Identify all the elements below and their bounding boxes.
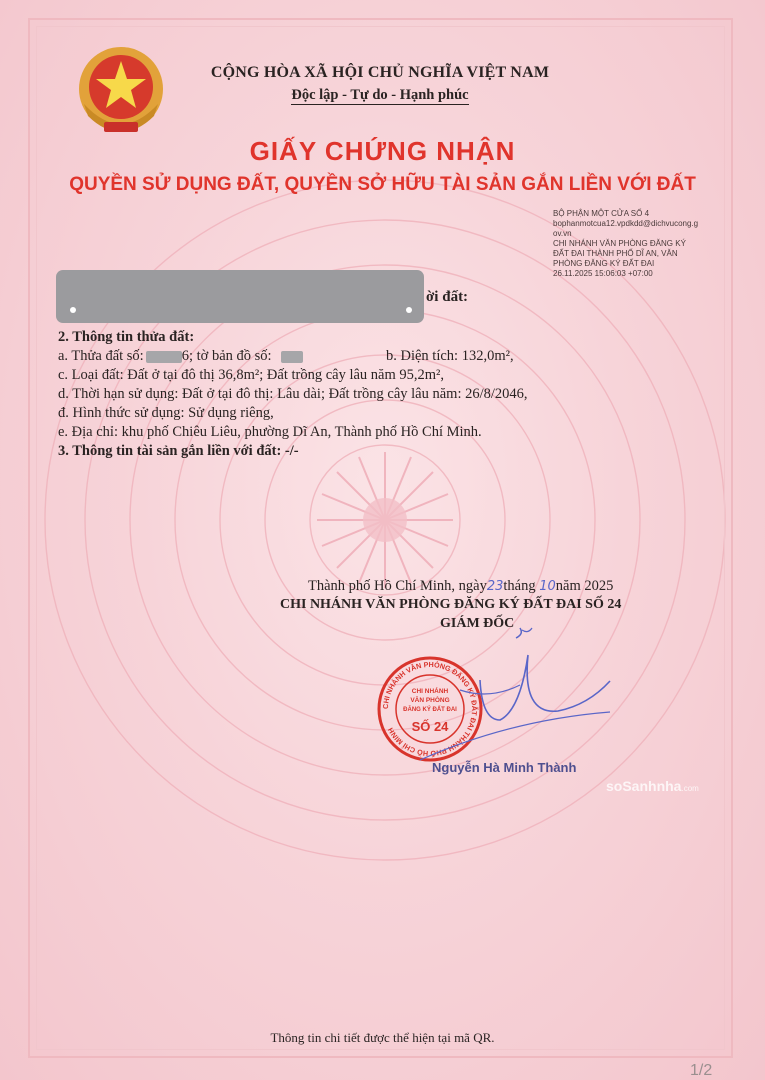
- qr-note: Thông tin chi tiết được thể hiện tại mã QR.: [270, 1030, 495, 1045]
- site-watermark: soSanhnha.com: [606, 778, 699, 794]
- parcel-line-c: c. Loại đất: Đất ở tại đô thị 36,8m²; Đất trồng cây lâu năm 95,2m²,: [58, 367, 445, 383]
- document-title: GIẤY CHỨNG NHẬN: [249, 136, 516, 166]
- issuing-office: CHI NHÁNH VĂN PHÒNG ĐĂNG KÝ ĐẤT ĐAI SỐ 24: [280, 597, 622, 612]
- signing-date: Thành phố Hồ Chí Minh, ngày23tháng 10năm 2025: [308, 578, 614, 594]
- redacted-parcel-number: [146, 351, 182, 363]
- svg-text:ĐĂNG KÝ ĐẤT ĐAI: ĐĂNG KÝ ĐẤT ĐAI: [403, 707, 457, 713]
- redacted-map-number: [281, 351, 303, 363]
- parcel-line-d: d. Thời hạn sử dụng: Đất ở tại đô thị: Lâu dài; Đất trồng cây lâu năm: 26/8/2046,: [58, 386, 528, 402]
- national-emblem-icon: [74, 44, 168, 142]
- national-motto: Độc lập - Tự do - Hạnh phúc: [291, 87, 469, 103]
- signer-name: Nguyễn Hà Minh Thành: [432, 760, 577, 775]
- assets-heading: 3. Thông tin tài sản gắn liền với đất: -/-: [58, 443, 299, 459]
- svg-text:CHI NHÁNH: CHI NHÁNH: [411, 688, 449, 695]
- svg-text:VĂN PHÒNG: VĂN PHÒNG: [410, 697, 450, 704]
- parcel-heading: 2. Thông tin thửa đất:: [58, 329, 195, 345]
- handwritten-signature: [420, 620, 620, 770]
- parcel-line-e: e. Địa chỉ: khu phố Chiêu Liêu, phường Dĩ An, Thành phố Hồ Chí Minh.: [58, 424, 482, 440]
- signer-position: GIÁM ĐỐC: [440, 616, 515, 631]
- redacted-owner-info: [56, 270, 424, 323]
- page-number: 1/2: [690, 1062, 713, 1079]
- nation-name: CỘNG HÒA XÃ HỘI CHỦ NGHĨA VIỆT NAM: [210, 64, 550, 81]
- parcel-line-dd: đ. Hình thức sử dụng: Sử dụng riêng,: [58, 405, 274, 421]
- document-subtitle: QUYỀN SỬ DỤNG ĐẤT, QUYỀN SỞ HỮU TÀI SẢN GẮN LIỀN VỚI ĐẤT: [69, 174, 696, 195]
- parcel-line-b: b. Diện tích: 132,0m²,: [386, 348, 514, 364]
- svg-text:SỐ 24: SỐ 24: [411, 719, 449, 734]
- svg-text:CHI NHÁNH VĂN PHÒNG ĐĂNG KÝ ĐẤ: CHI NHÁNH VĂN PHÒNG ĐĂNG KÝ ĐẤT ĐAI THÀNH PHỐ HỒ CHÍ MINH: [380, 659, 480, 759]
- digital-signature-info: BỘ PHẬN MỘT CỬA SỐ 4 bophanmotcua12.vpdkdd@dichvucong.g ov.vn CHI NHÁNH VĂN PHÒNG ĐĂNG KÝ ĐẤT ĐAI THÀNH PHỐ DĨ AN, VĂN PHÒNG ĐĂNG KÝ ĐẤT ĐAI 26.11.2025 15:06:03 +07:00: [553, 209, 699, 278]
- redacted-heading-tail: ời đất:: [426, 289, 469, 305]
- parcel-line-a: a. Thửa đất số: 6; tờ bản đồ số:: [58, 348, 303, 365]
